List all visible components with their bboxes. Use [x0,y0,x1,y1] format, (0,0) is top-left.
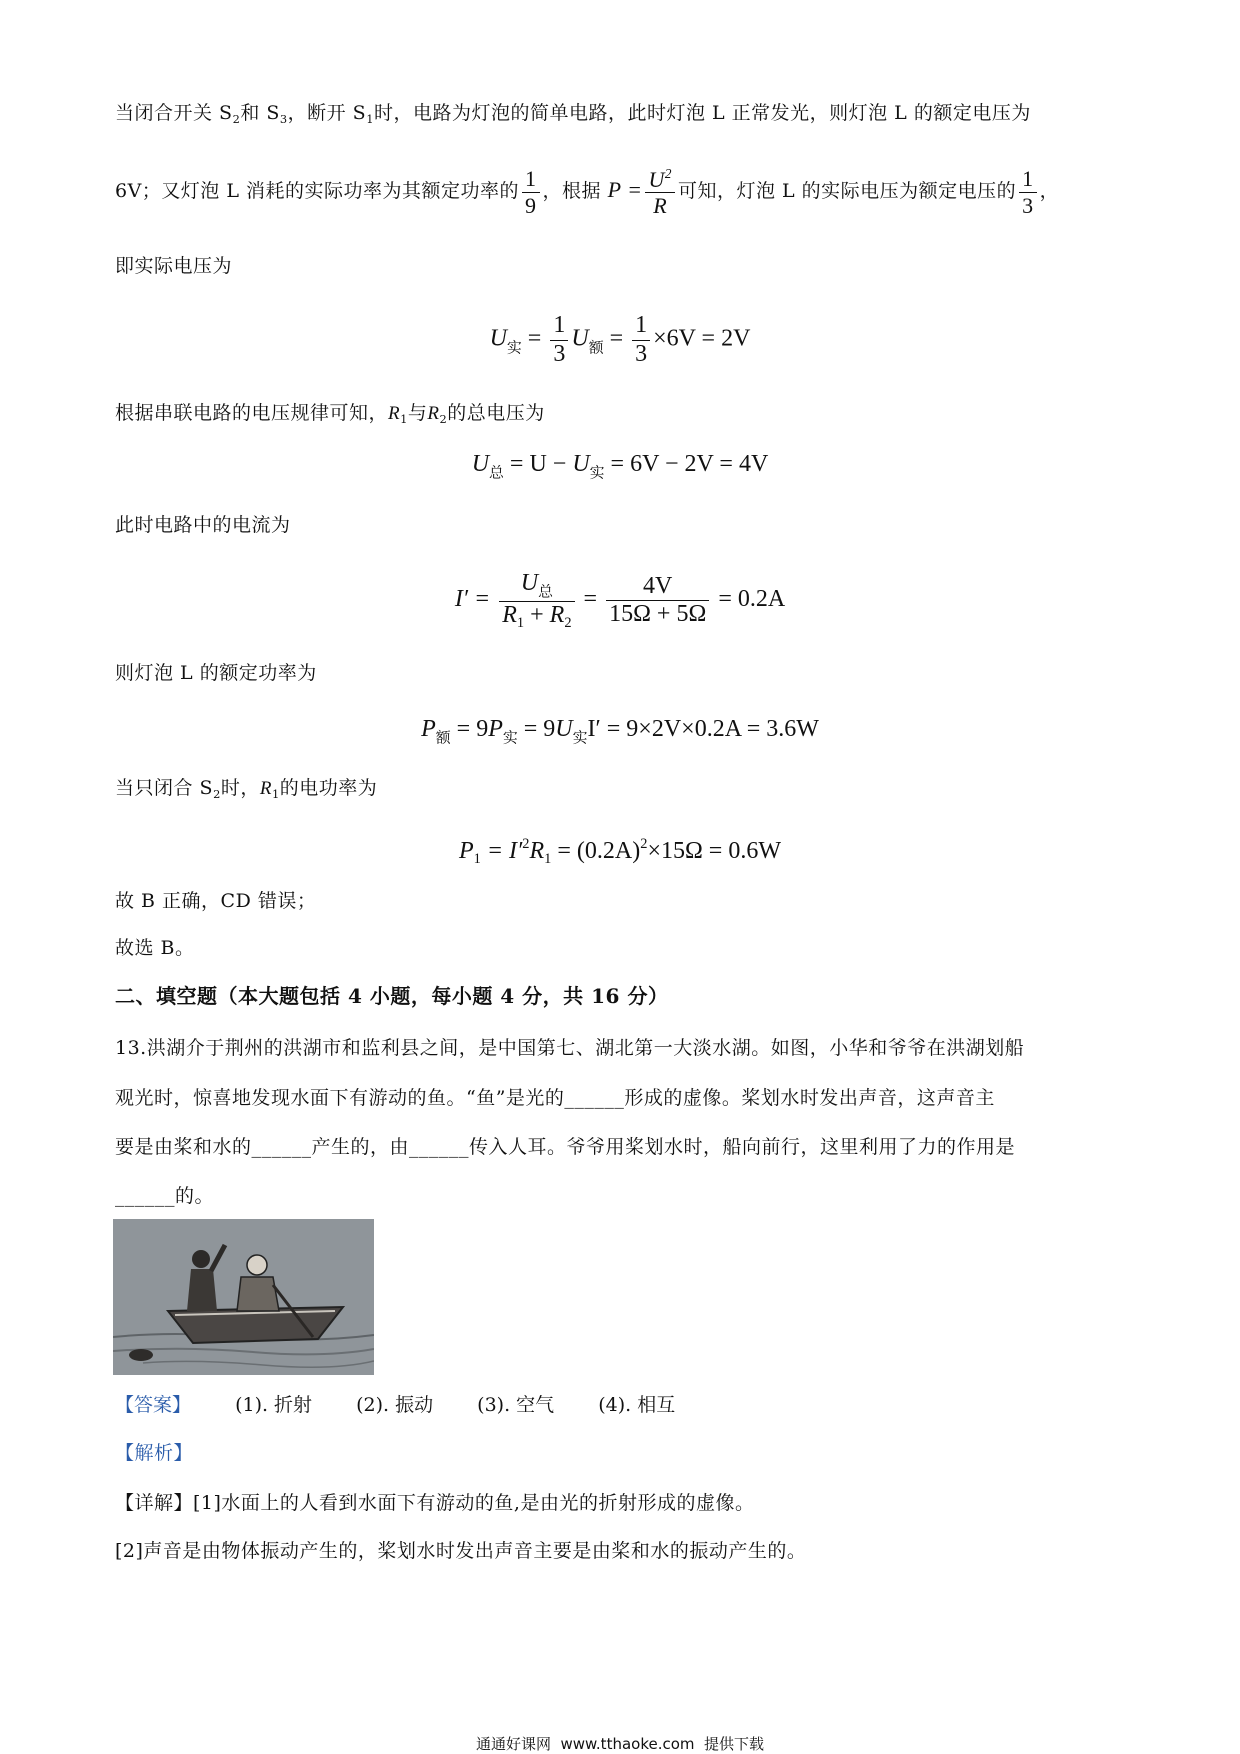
child-head [192,1250,210,1268]
analysis-detail-2: [2]声音是由物体振动产生的，桨划水时发出声音主要是由桨和水的振动产生的。 [115,1540,807,1562]
symbol: P [488,716,503,742]
symbol: R [549,601,565,628]
answer-item: (1). 折射 [235,1394,313,1416]
question-13-line-2: 观光时，惊喜地发现水面下有游动的鱼。“鱼”是光的______形成的虚像。桨划水时发出声音，这声音主 [115,1087,995,1109]
fraction-denominator: 3 [553,340,566,367]
analysis-detail-1 [115,1490,754,1516]
fraction [632,312,650,368]
symbol: U [571,325,589,352]
grandpa-head [247,1255,267,1275]
fraction-numerator [499,570,574,602]
operator: = [583,586,598,613]
subscript: 1 [473,851,481,868]
expression: = 0.2A [718,586,786,613]
question-13-line-4: ______的。 [115,1185,215,1207]
expression: = 6V − 2V = 4V [610,451,769,477]
expression: = I′ [486,838,523,865]
text: 时， [220,777,260,799]
equation-current [0,570,1240,631]
turtle [129,1349,153,1361]
equation-actual-voltage [0,312,1240,368]
fraction-numerator: 1 [550,312,568,341]
subscript: 2 [213,786,221,801]
fraction [606,573,709,629]
expression: = 9 [523,716,556,742]
text: 时，电路为灯泡的简单电路，此时灯泡 L 正常发光，则灯泡 L 的额定电压为 [373,102,1031,124]
operator: = [609,325,624,352]
equation-rated-power [0,712,1240,755]
question-13-line-3: 要是由桨和水的______产生的，由______传入人耳。爷爷用桨划水时，船向前行，这里利用了力的作用是 [115,1136,1016,1158]
superscript: 2 [640,836,648,852]
operator: + [524,601,550,628]
subscript: 1 [366,111,374,126]
grandpa-body [237,1277,279,1311]
text: ， [1039,180,1060,202]
fraction-u2-over-r [645,166,674,219]
subscript: 1 [544,851,552,868]
subscript: 实 [572,728,588,747]
expression: = (0.2A) [557,838,641,865]
symbol: R [427,403,440,424]
subscript: 实 [506,338,522,357]
solution-line-1 [115,100,1031,132]
operator: = [527,325,542,352]
symbol: U [520,570,539,596]
solution-line-9: 故选 B。 [115,937,195,959]
fraction-numerator [645,166,674,194]
text: 当闭合开关 S [115,102,233,124]
boat-illustration [113,1219,374,1375]
expression: ×15Ω = 0.6W [647,838,781,865]
fraction [550,312,568,368]
expression: I′ = 9×2V×0.2A = 3.6W [587,716,819,742]
expression: ×6V = 2V [653,325,751,352]
solution-line-3: 即实际电压为 [115,255,233,277]
fraction-numerator: 1 [1019,166,1037,192]
fraction [499,570,574,631]
subscript: 3 [279,111,288,126]
expression: I′ = [454,586,491,613]
text: 当只闭合 S [115,777,214,799]
text: ，根据 [542,180,602,202]
answer-item: (2). 振动 [356,1394,434,1416]
symbol: P [458,838,474,865]
subscript: 2 [232,111,241,126]
solution-line-5: 此时电路中的电流为 [115,514,291,536]
subscript: 实 [589,463,605,482]
symbol: U [489,325,507,352]
solution-line-7 [115,775,377,807]
text: 6V；又灯泡 L 消耗的实际功率为其额定功率的 [115,180,520,202]
text: 的总电压为 [447,402,545,424]
text: 和 S [240,102,280,124]
detail-tag: 【详解】 [115,1492,194,1514]
section-heading: 二、填空题（本大题包括 4 小题，每小题 4 分，共 16 分） [115,984,669,1008]
answer-item: (3). 空气 [477,1394,555,1416]
text: 根据串联电路的电压规律可知， [115,402,389,424]
fraction-denominator: 3 [1022,192,1034,218]
subscript: 1 [271,786,280,801]
analysis-tag: 【解析】 [115,1442,194,1464]
expression: = 9 [456,716,489,742]
detail-text: [1]水面上的人看到水面下有游动的鱼,是由光的折射形成的虚像。 [193,1492,755,1514]
symbol: U [555,716,573,742]
subscript: 1 [516,614,525,631]
subscript: 额 [435,728,451,747]
symbol: U [471,451,490,477]
subscript: 2 [564,614,572,631]
text: 与 [407,402,428,424]
formula-power: P = [607,177,643,202]
symbol: P [421,716,436,742]
subscript: 总 [489,463,504,482]
superscript: 2 [664,165,672,181]
symbol: R [502,601,517,628]
question-13-line-1: 13.洪湖介于荆州的洪湖市和监利县之间，是中国第七、湖北第一大淡水湖。如图，小华和爷爷在洪湖划船 [115,1037,1025,1059]
fraction-denominator: 15Ω + 5Ω [609,601,707,628]
fraction-denominator: 3 [635,340,648,367]
fraction-denominator: R [653,193,668,219]
subscript: 1 [400,411,408,426]
superscript: 2 [522,836,530,852]
footer: 通通好课网 www.tthaoke.com 提供下载 [475,1735,765,1753]
text: 的电功率为 [279,777,378,799]
solution-line-6: 则灯泡 L 的额定功率为 [115,662,317,684]
solution-line-2 [115,160,1059,221]
text: 可知，灯泡 L 的实际电压为额定电压的 [677,180,1017,202]
fraction-numerator: 4V [606,573,709,602]
child-body [187,1269,217,1311]
symbol: R [529,838,545,865]
solution-line-8: 故 B 正确，CD 错误； [115,890,317,912]
equation-total-voltage [0,447,1240,490]
text: ，断开 S [287,102,367,124]
fraction-numerator: 1 [522,166,540,192]
fraction-numerator: 1 [632,312,650,341]
answer-row [115,1390,713,1417]
subscript: 额 [588,338,604,357]
fraction-denominator: 9 [525,192,537,218]
answer-tag: 【答案】 [115,1394,192,1416]
equation-r1-power [0,827,1240,876]
subscript: 总 [538,582,553,601]
symbol: R [259,778,272,799]
fraction-one-ninth [522,166,540,218]
solution-line-4 [115,400,545,432]
subscript: 2 [439,411,448,426]
symbol: U [572,451,590,477]
fraction-one-third [1019,166,1037,218]
symbol: R [388,403,401,424]
subscript: 实 [502,728,518,747]
fraction-denominator [499,602,574,632]
answer-item: (4). 相互 [598,1394,676,1416]
expression: = U − [509,451,573,477]
symbol: U [648,166,665,192]
